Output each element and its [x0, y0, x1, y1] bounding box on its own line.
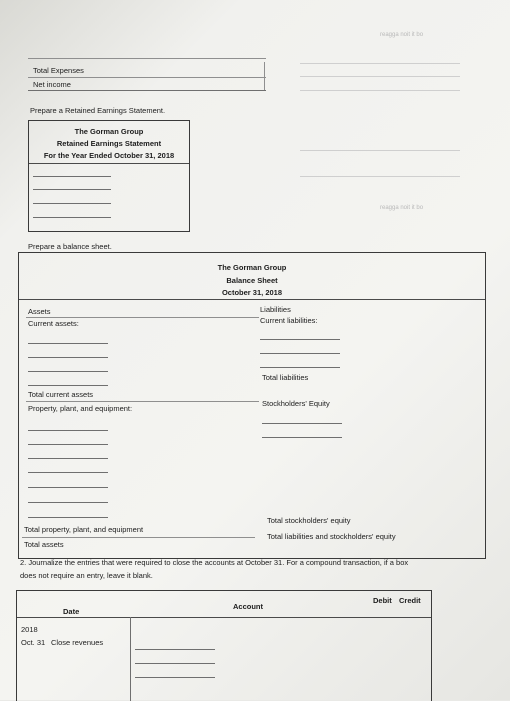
- current-assets-label: Current assets:: [28, 319, 79, 328]
- ppe-input[interactable]: [28, 444, 108, 445]
- company-name: The Gorman Group: [217, 263, 287, 272]
- ppe-input[interactable]: [28, 517, 108, 518]
- total-ppe-label: Total property, plant, and equipment: [24, 525, 144, 534]
- current-liabilities-label: Current liabilities:: [260, 316, 318, 325]
- statement-period: For the Year Ended October 31, 2018: [43, 151, 175, 160]
- watermark-text: reagga noit it bo: [380, 32, 424, 38]
- faint-line: [300, 176, 460, 177]
- current-asset-input[interactable]: [28, 343, 108, 344]
- total-assets-label: Total assets: [24, 540, 64, 549]
- current-asset-input[interactable]: [28, 357, 108, 358]
- retained-earnings-input[interactable]: [33, 203, 111, 204]
- divider: [26, 401, 259, 402]
- sheet-title: Balance Sheet: [226, 276, 278, 285]
- divider: [28, 58, 266, 59]
- journal-table: [16, 590, 432, 701]
- equity-input[interactable]: [262, 437, 342, 438]
- journal-account-input[interactable]: [135, 649, 215, 650]
- ppe-label: Property, plant, and equipment:: [28, 404, 133, 413]
- entry-year: 2018: [21, 625, 38, 634]
- divider: [28, 90, 266, 91]
- total-liabilities-label: Total liabilities: [262, 373, 309, 382]
- ppe-input[interactable]: [28, 487, 108, 488]
- ppe-input[interactable]: [28, 472, 108, 473]
- ppe-input[interactable]: [28, 458, 108, 459]
- retained-earnings-input[interactable]: [33, 176, 111, 177]
- col-date: Date: [63, 607, 80, 616]
- liabilities-label: Liabilities: [260, 305, 291, 314]
- total-current-assets-label: Total current assets: [28, 390, 94, 399]
- liability-input[interactable]: [260, 339, 340, 340]
- col-credit: Credit: [399, 596, 421, 605]
- watermark-text: reagga noit it bo: [380, 205, 424, 211]
- entry-description: Close revenues: [51, 638, 104, 647]
- journal-account-input[interactable]: [135, 677, 215, 678]
- col-debit: Debit: [373, 596, 392, 605]
- equity-input[interactable]: [262, 423, 342, 424]
- current-asset-input[interactable]: [28, 371, 108, 372]
- retained-earnings-input[interactable]: [33, 189, 111, 190]
- total-equity-label: Total stockholders' equity: [267, 516, 351, 525]
- divider: [22, 537, 255, 538]
- divider: [28, 77, 266, 78]
- journal-instruction: 2. Journalize the entries that were required to close the accounts at October 31. For a compound transaction, if a box: [20, 558, 409, 567]
- header-divider: [29, 163, 189, 164]
- journal-instruction-cont: does not require an entry, leave it blank.: [20, 571, 153, 580]
- equity-label: Stockholders' Equity: [262, 399, 330, 408]
- faint-line: [300, 63, 460, 64]
- divider: [26, 317, 259, 318]
- retained-earnings-instruction: Prepare a Retained Earnings Statement.: [30, 106, 166, 115]
- header-divider: [19, 299, 485, 300]
- liability-input[interactable]: [260, 353, 340, 354]
- faint-line: [300, 76, 460, 77]
- sheet-date: October 31, 2018: [221, 288, 283, 297]
- total-expenses-label: Total Expenses: [33, 66, 84, 75]
- liability-input[interactable]: [260, 367, 340, 368]
- retained-earnings-statement: [28, 120, 190, 232]
- retained-earnings-input[interactable]: [33, 217, 111, 218]
- ppe-input[interactable]: [28, 430, 108, 431]
- balance-sheet: [18, 252, 486, 559]
- net-income-label: Net income: [33, 80, 71, 89]
- faint-line: [300, 90, 460, 91]
- journal-account-input[interactable]: [135, 663, 215, 664]
- entry-date: Oct. 31: [21, 638, 46, 647]
- ppe-input[interactable]: [28, 502, 108, 503]
- assets-label: Assets: [28, 307, 51, 316]
- col-account: Account: [233, 602, 263, 611]
- faint-line: [300, 150, 460, 151]
- current-asset-input[interactable]: [28, 385, 108, 386]
- header-divider: [17, 617, 431, 618]
- balance-sheet-instruction: Prepare a balance sheet.: [28, 242, 112, 251]
- statement-title: Retained Earnings Statement: [56, 139, 162, 148]
- column-divider: [130, 617, 131, 701]
- total-liab-equity-label: Total liabilities and stockholders' equity: [267, 532, 396, 541]
- company-name: The Gorman Group: [74, 127, 144, 136]
- divider: [264, 62, 265, 90]
